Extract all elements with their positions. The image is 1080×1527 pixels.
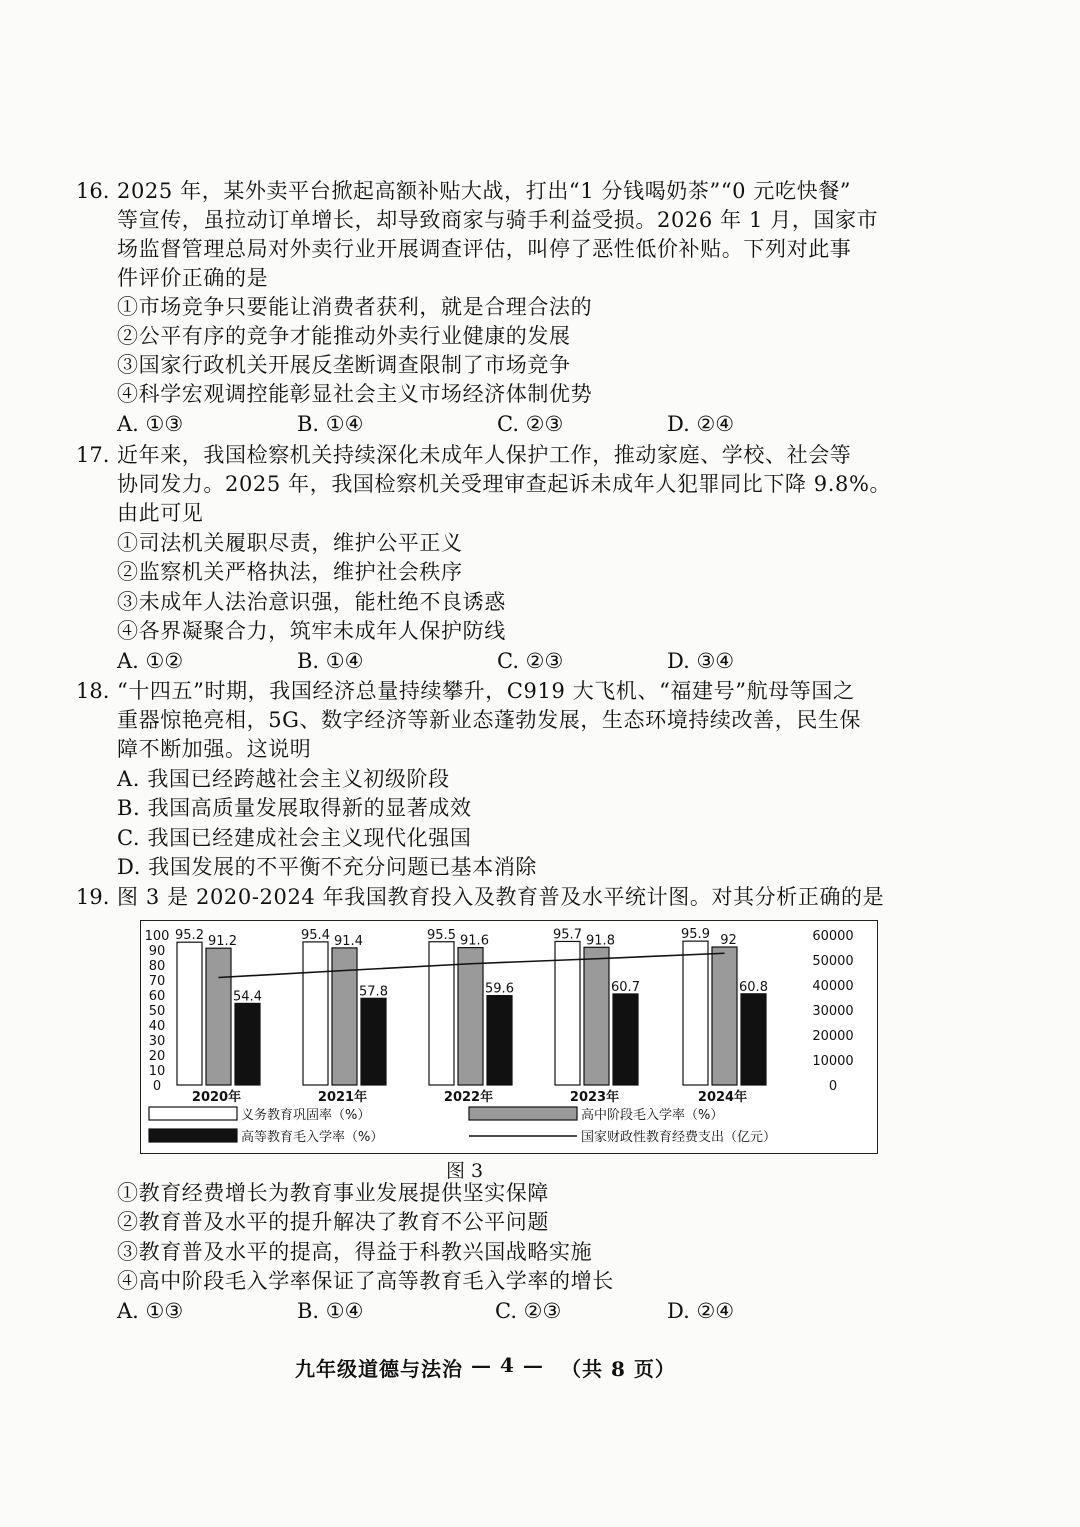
question-18-choice-a: A. 我国已经跨越社会主义初级阶段 <box>117 767 450 791</box>
option-c: C. ②③ <box>495 1299 562 1323</box>
page-footer <box>295 1353 695 1381</box>
option-c: C. ②③ <box>497 412 564 436</box>
option-a: A. ①② <box>117 649 184 673</box>
question-16-options <box>117 410 877 438</box>
question-16-stem-line-1: 2025 年，某外卖平台掀起高额补贴大战，打出“1 分钱喝奶茶”“0 元吃快餐” <box>117 179 852 203</box>
legend-swatch-higher-education <box>149 1129 237 1142</box>
compulsory-education-bar <box>683 941 708 1085</box>
right-axis-tick-label: 30000 <box>812 1004 854 1019</box>
bar-value-label: 54.4 <box>233 989 262 1005</box>
question-19-statement-2: ②教育普及水平的提升解决了教育不公平问题 <box>117 1210 549 1234</box>
bar-value-label: 95.5 <box>427 927 456 943</box>
question-19-statement-3: ③教育普及水平的提高，得益于科教兴国战略实施 <box>117 1240 593 1264</box>
right-axis-tick-label: 50000 <box>812 954 854 969</box>
option-a: A. ①③ <box>117 412 184 436</box>
question-17-statement-1: ①司法机关履职尽责，维护公平正义 <box>117 531 463 555</box>
legend-swatch-compulsory <box>149 1107 237 1120</box>
compulsory-education-bar <box>555 941 580 1085</box>
option-b: B. ①④ <box>297 649 364 673</box>
option-d: D. ③④ <box>667 649 735 673</box>
bar-value-label: 95.7 <box>553 927 582 943</box>
question-18-choice-c: C. 我国已经建成社会主义现代化强国 <box>117 826 472 850</box>
legend-label: 国家财政性教育经费支出（亿元） <box>581 1130 777 1145</box>
footer-page-number: — 4 — <box>471 1353 544 1377</box>
bar-value-label: 91.6 <box>460 933 489 949</box>
footer-subject: 九年级道德与法治 <box>295 1357 463 1381</box>
question-16-statement-1: ①市场竞争只要能让消费者获利，就是合理合法的 <box>117 295 593 319</box>
legend-swatch-high-school <box>469 1107 577 1120</box>
left-axis-tick-label: 20 <box>148 1049 166 1064</box>
option-b: B. ①④ <box>297 412 364 436</box>
right-axis-tick-label: 40000 <box>812 979 854 994</box>
question-17-number: 17. <box>76 443 110 467</box>
higher-education-bar <box>613 994 638 1085</box>
question-16-statement-3: ③国家行政机关开展反垄断调查限制了市场竞争 <box>117 353 571 377</box>
question-16-statement-2: ②公平有序的竞争才能推动外卖行业健康的发展 <box>117 324 571 348</box>
question-18-choice-d: D. 我国发展的不平衡不充分问题已基本消除 <box>117 855 538 879</box>
bar-value-label: 91.4 <box>334 933 363 949</box>
high-school-bar <box>332 948 357 1085</box>
question-19-options <box>117 1297 877 1325</box>
left-axis-tick-label: 80 <box>148 959 166 974</box>
left-axis-tick-label: 60 <box>148 989 166 1004</box>
left-axis-tick-label: 100 <box>144 929 170 944</box>
question-19-statement-4: ④高中阶段毛入学率保证了高等教育毛入学率的增长 <box>117 1269 614 1293</box>
left-axis-tick-label: 70 <box>148 974 166 989</box>
question-16-statement-4: ④科学宏观调控能彰显社会主义市场经济体制优势 <box>117 382 593 406</box>
question-17-statement-4: ④各界凝聚合力，筑牢未成年人保护防线 <box>117 619 506 643</box>
category-label: 2023年 <box>569 1090 620 1105</box>
question-17-stem-line-1: 近年来，我国检察机关持续深化未成年人保护工作，推动家庭、学校、社会等 <box>117 443 852 467</box>
question-19-statement-1: ①教育经费增长为教育事业发展提供坚实保障 <box>117 1181 549 1205</box>
right-axis-tick-label: 20000 <box>812 1029 854 1044</box>
bar-value-label: 60.8 <box>739 979 768 995</box>
question-18-choice-b: B. 我国高质量发展取得新的显著成效 <box>117 796 472 820</box>
left-axis-tick-label: 30 <box>148 1034 166 1049</box>
category-label: 2020年 <box>191 1090 242 1105</box>
bar-value-label: 91.8 <box>586 933 615 949</box>
bar-value-label: 95.9 <box>681 927 710 943</box>
higher-education-bar <box>487 996 512 1085</box>
question-18-number: 18. <box>76 679 110 703</box>
higher-education-bar <box>235 1003 260 1085</box>
legend-label: 高等教育毛入学率（%） <box>241 1130 384 1145</box>
education-chart <box>140 920 878 1154</box>
question-16-stem-line-4: 件评价正确的是 <box>117 266 269 290</box>
bar-value-label: 92 <box>720 933 737 948</box>
question-16-stem-line-3: 场监督管理总局对外卖行业开展调查评估，叫停了恶性低价补贴。下列对此事 <box>117 237 852 261</box>
figure-caption: 图 3 <box>446 1160 484 1182</box>
compulsory-education-bar <box>177 942 202 1085</box>
question-16-stem-line-2: 等宣传，虽拉动订单增长，却导致商家与骑手利益受损。2026 年 1 月，国家市 <box>117 208 879 232</box>
option-b: B. ①④ <box>297 1299 364 1323</box>
question-17-statement-3: ③未成年人法治意识强，能杜绝不良诱惑 <box>117 590 506 614</box>
question-18-stem-line-1: “十四五”时期，我国经济总量持续攀升，C919 大飞机、“福建号”航母等国之 <box>117 679 855 703</box>
question-18-stem-line-2: 重器惊艳亮相，5G、数字经济等新业态蓬勃发展，生态环境持续改善，民生保 <box>117 708 862 732</box>
option-d: D. ②④ <box>667 412 735 436</box>
left-axis-tick-label: 40 <box>148 1019 166 1034</box>
high-school-bar <box>206 948 231 1085</box>
high-school-bar <box>712 947 737 1085</box>
right-axis-tick-label: 60000 <box>812 929 854 944</box>
question-19-stem-line-1: 图 3 是 2020-2024 年我国教育投入及教育普及水平统计图。对其分析正确的是 <box>117 885 885 909</box>
bar-value-label: 95.4 <box>301 927 330 943</box>
question-17-stem-line-3: 由此可见 <box>117 501 204 525</box>
left-axis-tick-label: 90 <box>148 944 166 959</box>
chart-canvas <box>141 921 877 1153</box>
bar-value-label: 91.2 <box>208 934 237 950</box>
category-label: 2024年 <box>697 1090 748 1105</box>
legend-label: 义务教育巩固率（%） <box>241 1108 371 1123</box>
footer-total-pages: （共 8 页） <box>561 1357 676 1381</box>
compulsory-education-bar <box>429 942 454 1085</box>
left-axis-tick-label: 0 <box>152 1079 162 1094</box>
question-17-stem-line-2: 协同发力。2025 年，我国检察机关受理审查起诉未成年人犯罪同比下降 9.8%。 <box>117 472 892 496</box>
question-17-options <box>117 647 877 675</box>
option-a: A. ①③ <box>117 1299 184 1323</box>
right-axis-tick-label: 10000 <box>812 1054 854 1069</box>
option-c: C. ②③ <box>497 649 564 673</box>
bar-value-label: 95.2 <box>175 928 204 944</box>
bar-value-label: 59.6 <box>485 981 514 997</box>
bar-value-label: 57.8 <box>359 984 388 1000</box>
category-label: 2022年 <box>443 1090 494 1105</box>
question-19-number: 19. <box>76 885 110 909</box>
question-18-stem-line-3: 障不断加强。这说明 <box>117 737 312 761</box>
higher-education-bar <box>361 998 386 1085</box>
compulsory-education-bar <box>303 942 328 1085</box>
left-axis-tick-label: 50 <box>148 1004 166 1019</box>
question-17-statement-2: ②监察机关严格执法，维护社会秩序 <box>117 560 463 584</box>
category-label: 2021年 <box>317 1090 368 1105</box>
right-axis-tick-label: 0 <box>828 1079 838 1094</box>
bar-value-label: 60.7 <box>611 979 640 995</box>
question-16-number: 16. <box>76 179 110 203</box>
higher-education-bar <box>741 994 766 1085</box>
high-school-bar <box>584 947 609 1085</box>
high-school-bar <box>458 948 483 1085</box>
legend-label: 高中阶段毛入学率（%） <box>581 1108 724 1123</box>
option-d: D. ②④ <box>667 1299 735 1323</box>
left-axis-tick-label: 10 <box>148 1064 166 1079</box>
